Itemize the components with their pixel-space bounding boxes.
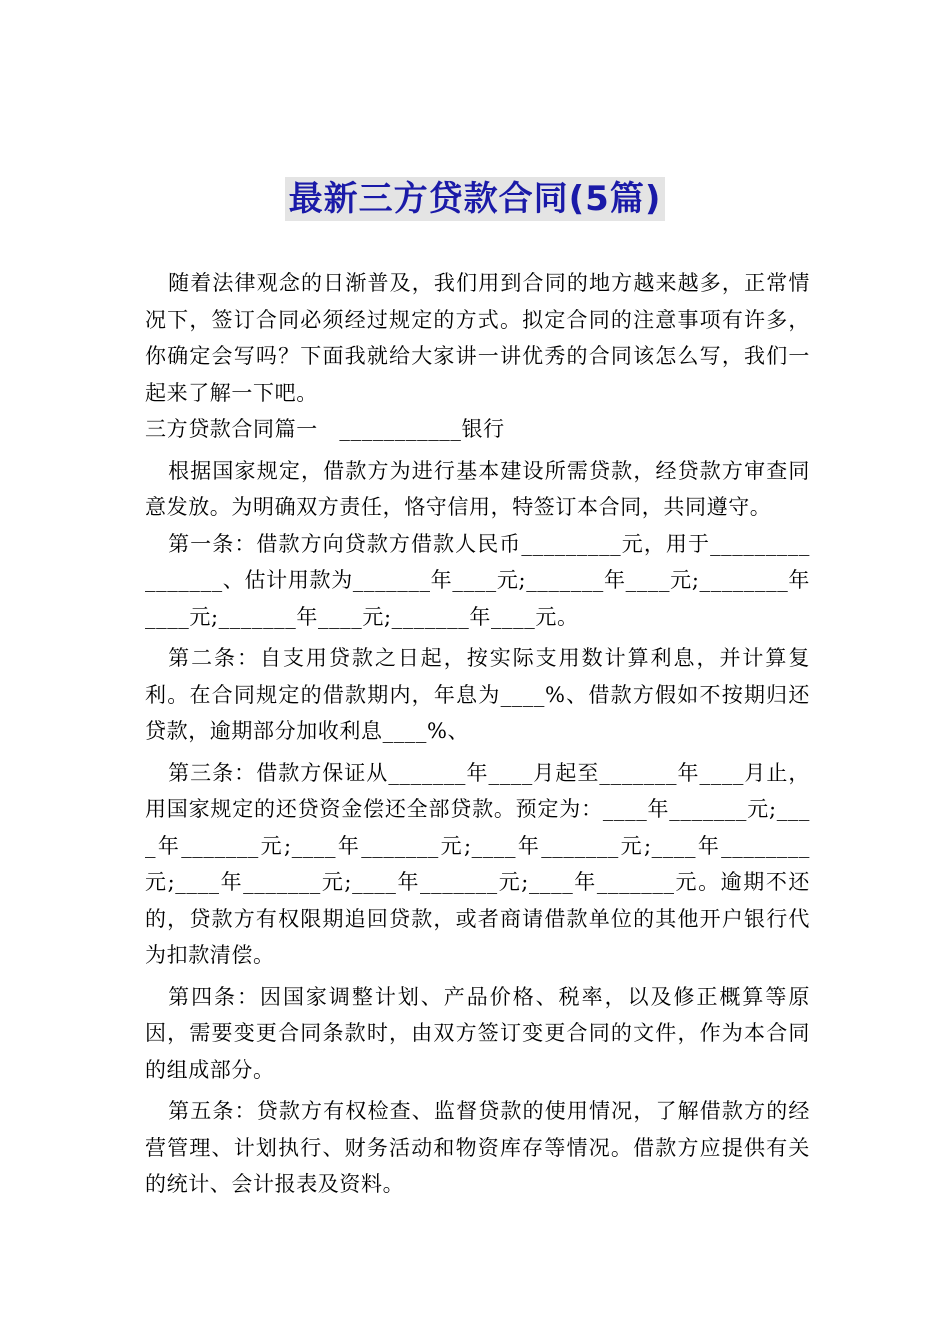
section-heading: 三方贷款合同篇一 ___________银行: [145, 417, 505, 441]
intro-paragraph: 随着法律观念的日渐普及，我们用到合同的地方越来越多，正常情况下，签订合同必须经过规定的方式。拟定合同的注意事项有许多，你确定会写吗？下面我就给大家讲一讲优秀的合同该怎么写，我们一起来了解一下吧。: [145, 271, 810, 405]
article-3-paragraph: 第三条：借款方保证从_______年____月起至_______年____月止，用国家规定的还贷资金偿还全部贷款。预定为：____年_______元;____年_______元;____年_______元;____年_______元;____年________元;____年_______元;____年_______元;____年_______元。逾期不还的，贷款方有权限期追回贷款，或者商请借款单位的其他开户银行代为扣款清偿。: [145, 760, 810, 967]
document-title: 最新三方贷款合同(5篇): [285, 177, 666, 221]
article-1-paragraph: 第一条：借款方向贷款方借款人民币_________元，用于________________、估计用款为_______年____元;_______年____元;________年____元;_______年____元;_______年____元。: [145, 531, 810, 629]
preamble-paragraph: 根据国家规定，借款方为进行基本建设所需贷款，经贷款方审查同意发放。为明确双方责任，恪守信用，特签订本合同，共同遵守。: [145, 458, 810, 519]
article-5-paragraph: 第五条：贷款方有权检查、监督贷款的使用情况，了解借款方的经营管理、计划执行、财务活动和物资库存等情况。借款方应提供有关的统计、会计报表及资料。: [145, 1099, 810, 1196]
title-container: [0, 177, 950, 221]
article-4-paragraph: 第四条：因国家调整计划、产品价格、税率，以及修正概算等原因，需要变更合同条款时，由双方签订变更合同的文件，作为本合同的组成部分。: [145, 984, 810, 1082]
article-2-paragraph: 第二条：自支用贷款之日起，按实际支用数计算利息，并计算复利。在合同规定的借款期内，年息为____%、借款方假如不按期归还贷款，逾期部分加收利息____%、: [145, 646, 810, 743]
document-body: [145, 265, 810, 1203]
